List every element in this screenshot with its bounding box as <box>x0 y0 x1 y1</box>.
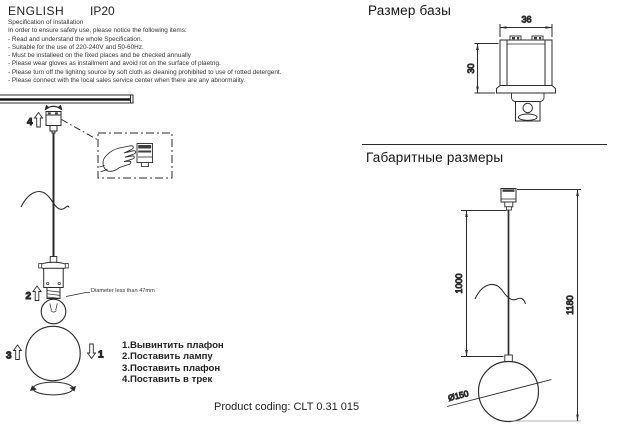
twist-arrow-icon <box>45 105 63 111</box>
assembly-step-line: 2.Поставить лампу <box>122 351 213 363</box>
spec-title: Specification of installation <box>8 19 84 26</box>
overall-size-title: Габаритные размеры <box>366 150 504 165</box>
base-width-dim: 36 <box>521 14 532 25</box>
base-height-dim: 30 <box>465 63 476 74</box>
cord-break-squiggle <box>475 284 526 304</box>
spec-item: - Must be installeed on the fixed places and be checked annually <box>8 52 191 60</box>
step3-number: 3 <box>6 350 12 362</box>
up-arrow-icon <box>35 113 43 128</box>
hand-detail-box <box>98 133 172 178</box>
up-arrow-icon <box>33 286 41 301</box>
spec-item: - Please connect with the local sales service center when there are any abnormality. <box>8 77 246 85</box>
overall-size-drawing <box>447 189 581 422</box>
spec-item: - Please wear gloves as installment and avoid rot on the surface of plaetng. <box>8 60 221 68</box>
base-size-drawing <box>466 15 556 122</box>
step4-marker <box>27 113 43 129</box>
up-arrow-icon <box>14 345 22 360</box>
spec-item: - Read and understand the whole Specification. <box>8 35 143 43</box>
diameter-leader-line <box>66 293 90 297</box>
lamp-holder-drawing <box>39 257 69 324</box>
spec-item: - Suitable for the use of 220-240V and 50-60Hz. <box>8 43 144 51</box>
assembly-step-line: 4.Поставить в трек <box>122 373 213 385</box>
step4-number: 4 <box>27 117 33 128</box>
shade-sphere-drawing <box>26 326 80 380</box>
cord-length-dim: 1000 <box>453 273 464 294</box>
step3-marker <box>6 345 22 362</box>
language-label: ENGLISH <box>8 4 65 18</box>
step1-marker <box>88 344 105 361</box>
base-size-title: Размер базы <box>368 3 452 18</box>
ip-rating-label: IP20 <box>90 4 115 18</box>
detail-leader-line <box>62 120 99 141</box>
cord-break-squiggle <box>21 192 69 210</box>
step2-marker <box>26 286 42 302</box>
overall-height-dim: 1180 <box>564 295 575 315</box>
track-adapter-drawing <box>46 112 61 134</box>
shade-diameter-dim: Ø150 <box>446 388 470 403</box>
bulb-drawing <box>41 299 66 324</box>
step1-number: 1 <box>98 349 104 361</box>
diameter-note: Diameter less than 47mm <box>91 288 155 294</box>
step2-number: 2 <box>25 291 32 302</box>
down-arrow-icon <box>88 344 96 359</box>
rotate-arrow-icon <box>30 382 76 395</box>
spec-intro: In order to ensure safety use, please notice the following items: <box>8 27 187 35</box>
spec-item: - Please turn off the lighitng source by soft cloth as cleaning prohibited to use of rotted detergent. <box>8 68 282 76</box>
product-coding: Product coding: CLT 0.31 015 <box>214 401 360 413</box>
track-rail <box>0 95 133 103</box>
assembly-step-line: 3.Поставить плафон <box>122 362 221 374</box>
shade-sphere-drawing <box>479 362 539 422</box>
assembly-step-line: 1.Вывинтить плафон <box>122 340 224 351</box>
